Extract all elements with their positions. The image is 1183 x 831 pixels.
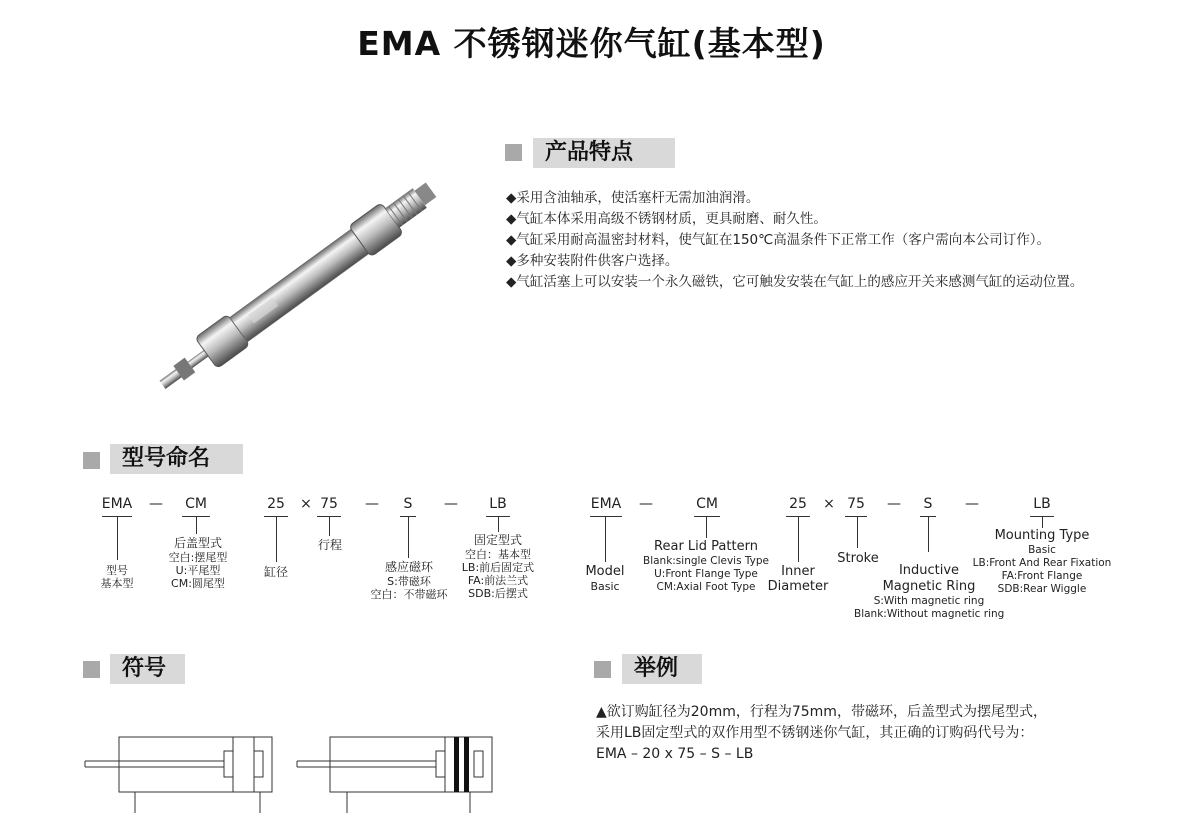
feature-item: ◆采用含油轴承，使活塞杆无需加油润滑。 (506, 190, 760, 206)
code-magnet: S (923, 496, 933, 512)
feature-item: ◆气缸本体采用高级不锈钢材质，更具耐磨、耐久性。 (506, 211, 827, 227)
leader-line (928, 516, 929, 552)
leader-line (605, 516, 606, 562)
mounting-desc: 固定型式 空白：基本型 LB:前后固定式 FA:前法兰式 SDB:后摆式 (461, 533, 535, 600)
leader-line (329, 516, 330, 536)
code-mounting: LB (489, 496, 507, 512)
code-rear-lid: CM (185, 496, 207, 512)
feature-item: ◆多种安装附件供客户选择。 (506, 253, 679, 269)
leader-line (798, 516, 799, 562)
model-desc: 型号 基本型 (100, 564, 134, 590)
leader-line (498, 516, 499, 532)
underline (845, 516, 867, 517)
code-ema: EMA (590, 496, 622, 512)
code-dash: — (965, 496, 979, 512)
leader-line (117, 516, 118, 560)
example-order-code: EMA – 20 x 75 – S – LB (596, 746, 754, 762)
code-mounting: LB (1033, 496, 1051, 512)
underline (694, 516, 720, 517)
feature-item: ◆气缸采用耐高温密封材料，使气缸在150℃高温条件下正常工作（客户需向本公司订作）。 (506, 232, 1051, 248)
magnet-desc: 感应磁环 S:带磁环 空白：不带磁环 (370, 560, 448, 601)
bore-desc: Inner Diameter (767, 564, 829, 594)
page-title: EMA 不锈钢迷你气缸(基本型) (357, 24, 826, 63)
code-bore: 25 (789, 496, 807, 512)
feature-item: ◆气缸活塞上可以安装一个永久磁铁，它可触发安装在气缸上的感应开关来感测气缸的运动位置。 (506, 274, 1084, 290)
code-dash: — (149, 496, 163, 512)
cylinder-symbol-magnetic (294, 733, 494, 813)
section-marker-icon (83, 452, 100, 469)
underline (590, 516, 622, 517)
cylinder-product-image (150, 180, 450, 390)
code-rear-lid: CM (696, 496, 718, 512)
bore-desc: 缸径 (263, 565, 288, 579)
leader-line (196, 516, 197, 534)
stroke-desc: Stroke (837, 551, 879, 566)
magnet-desc: Inductive Magnetic Ring S:With magnetic ring Blank:Without magnetic ring (854, 563, 1005, 620)
code-times: × (823, 496, 835, 512)
leader-line (408, 516, 409, 558)
stroke-desc: 行程 (317, 538, 342, 552)
code-dash: — (444, 496, 458, 512)
code-magnet: S (403, 496, 413, 512)
code-stroke: 75 (320, 496, 338, 512)
section-marker-icon (594, 661, 611, 678)
code-dash: — (365, 496, 379, 512)
leader-line (1042, 516, 1043, 528)
cylinder-symbol-basic (82, 733, 282, 813)
code-bore: 25 (267, 496, 285, 512)
rear-lid-desc: 后盖型式 空白:摆尾型 U:平尾型 CM:圆尾型 (168, 536, 228, 590)
leader-line (276, 516, 277, 562)
example-line: ▲欲订购缸径为20mm，行程为75mm，带磁环，后盖型式为摆尾型式， (596, 704, 1047, 720)
mounting-desc: Mounting Type Basic LB:Front And Rear Fixation FA:Front Flange SDB:Rear Wiggle (972, 528, 1112, 595)
code-dash: — (639, 496, 653, 512)
example-text (596, 702, 1047, 765)
section-marker-icon (83, 661, 100, 678)
section-marker-icon (505, 144, 522, 161)
model-desc: Model Basic (585, 564, 625, 593)
code-stroke: 75 (847, 496, 865, 512)
leader-line (706, 516, 707, 538)
code-times: × (300, 496, 312, 512)
features-heading: 产品特点 (533, 138, 675, 168)
code-dash: — (887, 496, 901, 512)
symbol-heading: 符号 (110, 654, 185, 684)
example-heading: 举例 (622, 654, 702, 684)
example-line: 采用LB固定型式的双作用型不锈钢迷你气缸，其正确的订购码代号为： (596, 725, 1034, 741)
naming-heading: 型号命名 (110, 444, 243, 474)
rear-lid-desc: Rear Lid Pattern Blank:single Clevis Type U:Front Flange Type CM:Axial Foot Type (642, 539, 769, 593)
leader-line (857, 516, 858, 548)
code-ema: EMA (101, 496, 133, 512)
